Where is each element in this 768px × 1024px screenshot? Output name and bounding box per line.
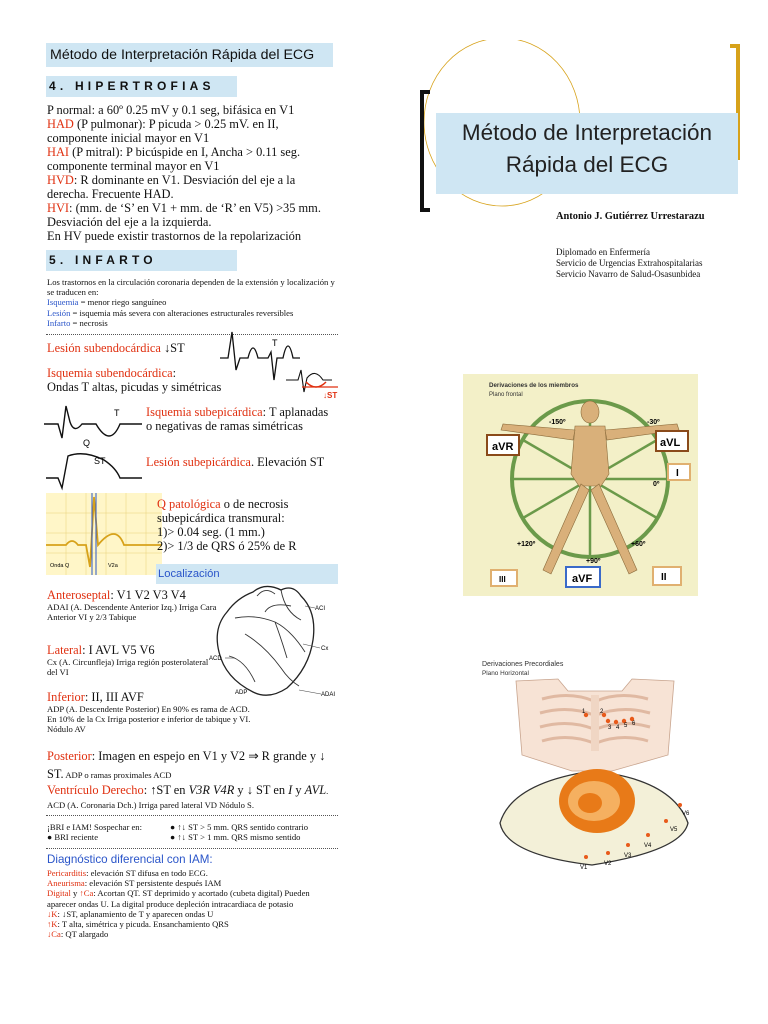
- lesion-subendo-label: Lesión subendocárdica: [47, 341, 161, 355]
- infarto-text: = necrosis: [70, 317, 108, 328]
- q-pat-label: Q patológica: [157, 497, 221, 511]
- isq-subepi-label: Isquemia subepicárdica: [146, 405, 263, 419]
- affil-3: Servicio Navarro de Salud-Osasunbidea: [556, 269, 701, 279]
- v1-label: V1: [580, 865, 588, 871]
- q-patologica: [157, 497, 337, 553]
- precordial-n6: 6: [632, 721, 636, 727]
- hvi-label: HVI: [47, 201, 70, 215]
- dig-y: y: [70, 888, 80, 899]
- avl-label: aVL: [660, 437, 681, 449]
- hvi-text: : (mm. de ‘S’ en V1 + mm. de ‘R’ en V5) >35 mm. Desviación del eje a la izquierda.: [47, 201, 321, 229]
- limb-subtitle: Plano frontal: [489, 392, 523, 398]
- infarto-intro-text: Los trastornos en la circulación coronaria dependen de la extensión y localización y se traducen en:: [47, 277, 335, 298]
- infarto-label: Infarto: [47, 317, 71, 328]
- hipertrofias-heading: 4. HIPERTROFIAS: [46, 76, 237, 97]
- main-title-line1: Método de Interpretación: [461, 120, 713, 145]
- hvd-text: : R dominante en V1. Desviación del eje a la derecha. Frecuente HAD.: [47, 173, 296, 201]
- angle-150: -150º: [549, 419, 566, 426]
- hv-repol-text: En HV puede existir trastornos de la repolarización: [47, 229, 302, 243]
- precordial-n1: 1: [582, 709, 586, 715]
- limb-leads-figure: [463, 374, 698, 596]
- q-pat-text: o de necrosis subepicárdica transmural:: [157, 497, 289, 525]
- vd-leads1: V3R V4R: [188, 783, 235, 797]
- diagnostico-diferencial: [47, 852, 337, 939]
- vd-leads2: I: [288, 783, 293, 797]
- vd-text2: y ↓ ST en: [234, 783, 289, 797]
- q-pat-crit2: 2)> 1/3 de QRS ó 25% de R: [157, 539, 297, 553]
- lateral-leads: : I AVL V5 V6: [82, 643, 155, 657]
- heart-diagram: [205, 582, 340, 700]
- les-subepi-text: . Elevación ST: [250, 455, 325, 469]
- precordial-n2: 2: [600, 709, 604, 715]
- bri-right: [170, 822, 340, 842]
- k-high-text: : T alta, simétrica y picuda. Ensanchamiento QRS: [57, 919, 229, 930]
- dig-label: Digital: [47, 888, 71, 899]
- acd-label: ACD: [209, 656, 222, 662]
- q-pat-crit1: 1)> 0.04 seg. (1 mm.): [157, 525, 265, 539]
- bri-line1: ¡BRI e IAM! Sospechar en:: [47, 822, 142, 832]
- vd-text1: : ↑ST en: [143, 783, 189, 797]
- infarto-heading: 5. INFARTO: [46, 250, 237, 271]
- p-normal-text: P normal: a 60º 0.25 mV y 0.1 seg, bifásica en V1: [47, 103, 295, 117]
- author: Antonio J. Gutiérrez Urrestarazu: [556, 211, 705, 222]
- posterior-label: Posterior: [47, 749, 92, 763]
- inferior-label: Inferior: [47, 690, 85, 704]
- precordial-n4: 4: [616, 725, 620, 731]
- peri-label: Pericarditis: [47, 868, 87, 878]
- limb-title: Derivaciones de los miembros: [489, 382, 579, 389]
- ist-label: ↓ST: [323, 391, 338, 400]
- angle-0: 0º: [653, 481, 660, 488]
- vd-small: . ACD (A. Coronaria Dch.) Irriga pared lateral VD Nódulo S.: [47, 786, 329, 810]
- precordial-leads-figure: [482, 655, 707, 875]
- infarto-def: [47, 318, 337, 328]
- ca-low-text: : QT alargado: [60, 929, 109, 940]
- vd-leads3: AVL: [304, 783, 327, 797]
- isquemia-subepicardica: [146, 405, 336, 433]
- lead-i-label: I: [676, 468, 679, 479]
- onda-q-label: Onda Q: [50, 563, 70, 569]
- main-title-line2: Rápida del ECG: [505, 152, 669, 177]
- antero-label: Anteroseptal: [47, 588, 111, 602]
- antero-desc: ADAI (A. Descendente Anterior Izq.) Irriga Cara Anterior VI y 2/3 Tabique: [47, 602, 217, 623]
- main-title: [436, 117, 738, 181]
- ca-low-label: ↓Ca: [47, 929, 61, 940]
- had-item: [47, 117, 323, 145]
- isq-subendo-text: Ondas T altas, picudas y simétricas: [47, 380, 222, 394]
- dig-text: : Acortan QT. ST deprimido y acortado (cubeta digital) Pueden aparecer ondas U. La digital produce depleción intracardiaca de potasio: [47, 888, 310, 909]
- isquemia-text: = menor riego sanguíneo: [78, 297, 167, 308]
- angle-90: +90º: [586, 558, 601, 565]
- affil-2: Servicio de Urgencias Extrahospitalarias: [556, 258, 703, 268]
- ecg-waves-middle: [44, 398, 144, 493]
- bri-left: [47, 822, 172, 842]
- cx-label: Cx: [321, 646, 329, 652]
- avr-label: aVR: [492, 441, 514, 453]
- dotted-divider-3: [46, 848, 338, 849]
- isq-subepi-text: : T aplanadas o negativas de ramas simétricas: [146, 405, 329, 433]
- avf-label: aVF: [572, 573, 593, 585]
- dd-title: Diagnóstico diferencial con IAM:: [47, 853, 213, 866]
- t-label-1: T: [272, 338, 278, 348]
- k-high-label: ↑K: [47, 919, 58, 930]
- affil-1: Diplomado en Enfermería: [556, 247, 650, 257]
- aci-label: ACI: [315, 606, 326, 612]
- ecg-waves-top: [220, 330, 345, 402]
- peri-text: : elevación ST difusa en todo ECG.: [86, 868, 208, 878]
- v2-label: V2: [604, 861, 612, 867]
- lesion-subepicardica: [146, 455, 336, 469]
- isq-subendo-colon: :: [172, 366, 177, 380]
- vd-text3: y: [292, 783, 305, 797]
- infarto-intro: [47, 277, 337, 328]
- posterior-block: [47, 747, 337, 783]
- hvi-item: [47, 201, 323, 229]
- les-subepi-label: Lesión subepicárdica: [146, 455, 251, 469]
- posterior-small: ADP o ramas proximales ACD: [63, 770, 172, 780]
- k-low-text: : ↓ST, aplanamiento de T y aparecen ondas U: [57, 908, 214, 919]
- lesion-text: = isquemia más severa con alteraciones estructurales reversibles: [70, 307, 294, 318]
- hai-label: HAI: [47, 145, 70, 159]
- isq-subendo-label: Isquemia subendocárdica: [47, 366, 173, 380]
- vd-label: Ventrículo Derecho: [47, 783, 144, 797]
- bri-line2: ● BRI reciente: [47, 832, 99, 843]
- dotted-divider-2: [46, 815, 338, 816]
- isquemia-label: Isquemia: [47, 297, 79, 308]
- adp-label: ADP: [235, 690, 248, 696]
- vd-block: [47, 783, 339, 811]
- affiliations: [556, 247, 703, 280]
- posterior-text: : Imagen en espejo en V1 y V2 ⇒ R grande y ↓ ST.: [47, 749, 326, 781]
- v6-label: V6: [682, 811, 690, 817]
- hvd-item: [47, 173, 323, 201]
- isquemia-def: [47, 297, 337, 307]
- inferior-leads: : II, III AVF: [84, 690, 144, 704]
- hvd-label: HVD: [47, 173, 74, 187]
- lead-iii-label: III: [499, 575, 506, 584]
- hai-text: (P mitral): P bicúspide en I, Ancha > 0.11 seg. componente terminal mayor en V1: [47, 145, 301, 173]
- v3-label: V3: [624, 853, 632, 859]
- dig-ca: ↑Ca: [79, 888, 94, 899]
- angle-120: +120º: [517, 541, 536, 548]
- precordial-n3: 3: [608, 725, 612, 731]
- precordial-title: Derivaciones Precordiales: [482, 661, 564, 668]
- lesion-subendocardica: [47, 341, 185, 355]
- inferior-desc: ADP (A. Descendente Posterior) En 90% es rama de ACD. En 10% de la Cx Irriga posterior e inferior de tabique y VI. Nódulo AV: [47, 704, 251, 735]
- lesion-def: [47, 308, 337, 318]
- aneu-label: Aneurisma: [47, 878, 85, 889]
- had-text: (P pulmonar): P picuda > 0.25 mV. en II, componente inicial mayor en V1: [47, 117, 279, 145]
- t-label-2: T: [114, 408, 120, 418]
- v4-label: V4: [644, 843, 652, 849]
- antero-leads: : V1 V2 V3 V4: [110, 588, 186, 602]
- adai-label: ADAI: [321, 692, 336, 698]
- precordial-n5: 5: [624, 723, 628, 729]
- v5-label: V5: [670, 827, 678, 833]
- lead-ii-label: II: [661, 572, 667, 583]
- antero-block: [47, 588, 217, 622]
- lateral-label: Lateral: [47, 643, 83, 657]
- q-label: Q: [83, 438, 91, 448]
- lesion-subendo-st: ↓ST: [160, 341, 185, 355]
- header-title-band: Método de Interpretación Rápida del ECG: [46, 43, 333, 67]
- hipertrofias-section: [47, 103, 323, 243]
- st-label: ST: [94, 456, 106, 466]
- angle-60: +60º: [631, 541, 646, 548]
- angle-30: -30º: [647, 419, 660, 426]
- q-pathologic-chart: [46, 493, 162, 575]
- aneu-text: : elevación ST persistente después IAM: [84, 878, 222, 889]
- v2a-label: V2a: [108, 563, 118, 569]
- bri-crit1: ● ↑↓ ST > 5 mm. QRS sentido contrario: [170, 822, 309, 832]
- precordial-subtitle: Plano Horizontal: [482, 670, 529, 677]
- had-label: HAD: [47, 117, 74, 131]
- localizacion-band: Localización: [156, 564, 338, 584]
- lateral-block: [47, 643, 217, 677]
- hai-item: [47, 145, 323, 173]
- lesion-label: Lesión: [47, 307, 71, 318]
- bri-crit2: ● ↑↓ ST > 1 mm. QRS mismo sentido: [170, 832, 301, 843]
- k-low-label: ↓K: [47, 908, 58, 919]
- lateral-desc: Cx (A. Circunfleja) Irriga región posterolateral del VI: [47, 657, 209, 678]
